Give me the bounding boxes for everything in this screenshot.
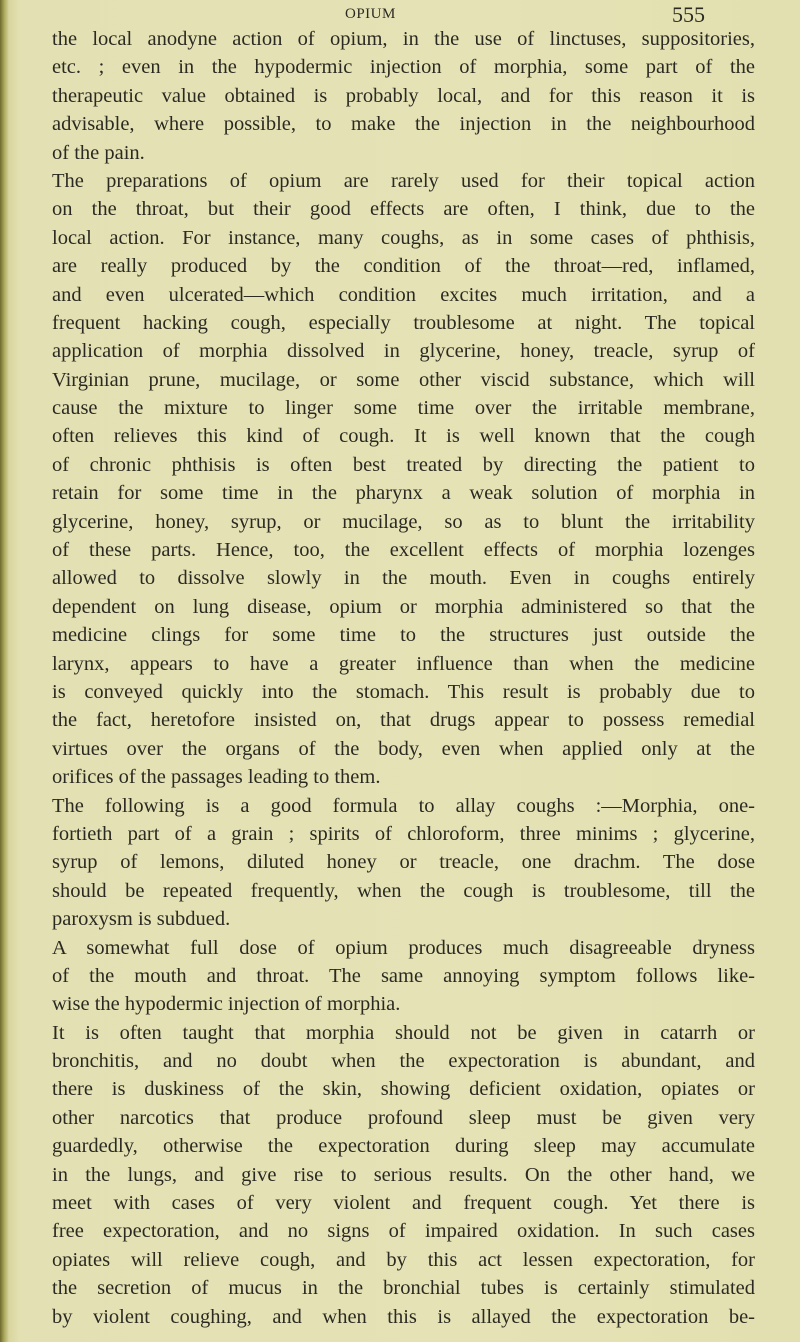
text-line: other narcotics that produce profound sleep must be given very [52, 1106, 755, 1129]
text-line: bronchitis, and no doubt when the expectoration is abundant, and [52, 1050, 755, 1073]
text-line: is conveyed quickly into the stomach. This result is probably due to [52, 680, 755, 703]
text-line: Virginian prune, mucilage, or some other viscid substance, which will [52, 368, 755, 391]
text-line: It is often taught that morphia should not be given in catarrh or [52, 1021, 755, 1044]
text-line: the secretion of mucus in the bronchial tubes is certainly stimulated [52, 1277, 755, 1300]
text-line: orifices of the passages leading to them. [52, 766, 381, 789]
text-line: of the pain. [52, 141, 145, 164]
text-line: of the mouth and throat. The same annoying symptom follows like- [52, 964, 755, 987]
text-line: by violent coughing, and when this is allayed the expectoration be- [52, 1305, 755, 1328]
text-line: the local anodyne action of opium, in the use of linctuses, suppositories, [52, 28, 755, 50]
text-line: local action. For instance, many coughs, as in some cases of phthisis, [52, 226, 755, 249]
text-line: The following is a good formula to allay coughs :—Morphia, one- [52, 794, 755, 817]
text-line: guardedly, otherwise the expectoration during sleep may accumulate [52, 1135, 755, 1158]
text-line: in the lungs, and give rise to serious results. On the other hand, we [52, 1163, 755, 1186]
text-line: there is duskiness of the skin, showing deficient oxidation, opiates or [52, 1078, 755, 1101]
text-line: A somewhat full dose of opium produces much disagreeable dryness [52, 936, 755, 959]
text-line: allowed to dissolve slowly in the mouth. Even in coughs entirely [52, 567, 755, 590]
page-body-text [52, 25, 755, 1331]
text-line: virtues over the organs of the body, even when applied only at the [52, 737, 755, 760]
text-line: paroxysm is subdued. [52, 908, 231, 931]
text-line: etc. ; even in the hypodermic injection of morphia, some part of the [52, 56, 755, 79]
text-line: meet with cases of very violent and frequent cough. Yet there is [52, 1192, 755, 1215]
page-number: 555 [672, 2, 705, 27]
running-head: OPIUM [345, 6, 396, 22]
text-line: fortieth part of a grain ; spirits of chloroform, three minims ; glycerine, [52, 822, 755, 845]
text-line: free expectoration, and no signs of impaired oxidation. In such cases [52, 1220, 755, 1243]
text-line: The preparations of opium are rarely used for their topical action [52, 169, 755, 192]
text-line: wise the hypodermic injection of morphia. [52, 993, 401, 1016]
text-line: larynx, appears to have a greater influence than when the medicine [52, 652, 755, 675]
text-line: are really produced by the condition of the throat—red, inflamed, [52, 255, 755, 278]
text-line: opiates will relieve cough, and by this act lessen expectoration, for [52, 1248, 755, 1271]
text-line: and even ulcerated—which condition excites much irritation, and a [52, 283, 755, 306]
text-line: frequent hacking cough, especially troublesome at night. The topical [52, 311, 755, 334]
text-line: dependent on lung disease, opium or morphia administered so that the [52, 595, 755, 618]
text-line: on the throat, but their good effects are often, I think, due to the [52, 198, 755, 221]
text-line: of chronic phthisis is often best treated by directing the patient to [52, 453, 755, 476]
text-line: application of morphia dissolved in glycerine, honey, treacle, syrup of [52, 340, 755, 363]
text-line: syrup of lemons, diluted honey or treacle, one drachm. The dose [52, 851, 755, 874]
text-line: often relieves this kind of cough. It is well known that the cough [52, 425, 755, 448]
text-line: retain for some time in the pharynx a weak solution of morphia in [52, 482, 755, 505]
text-line: advisable, where possible, to make the injection in the neighbourhood [52, 113, 755, 136]
text-line: of these parts. Hence, too, the excellent effects of morphia lozenges [52, 539, 755, 562]
text-line: medicine clings for some time to the structures just outside the [52, 624, 755, 647]
text-line: glycerine, honey, syrup, or mucilage, so as to blunt the irritability [52, 510, 755, 533]
text-line: the fact, heretofore insisted on, that drugs appear to possess remedial [52, 709, 755, 732]
text-line: cause the mixture to linger some time over the irritable membrane, [52, 397, 755, 420]
text-line: should be repeated frequently, when the cough is troublesome, till the [52, 879, 755, 902]
text-line: therapeutic value obtained is probably local, and for this reason it is [52, 84, 755, 107]
